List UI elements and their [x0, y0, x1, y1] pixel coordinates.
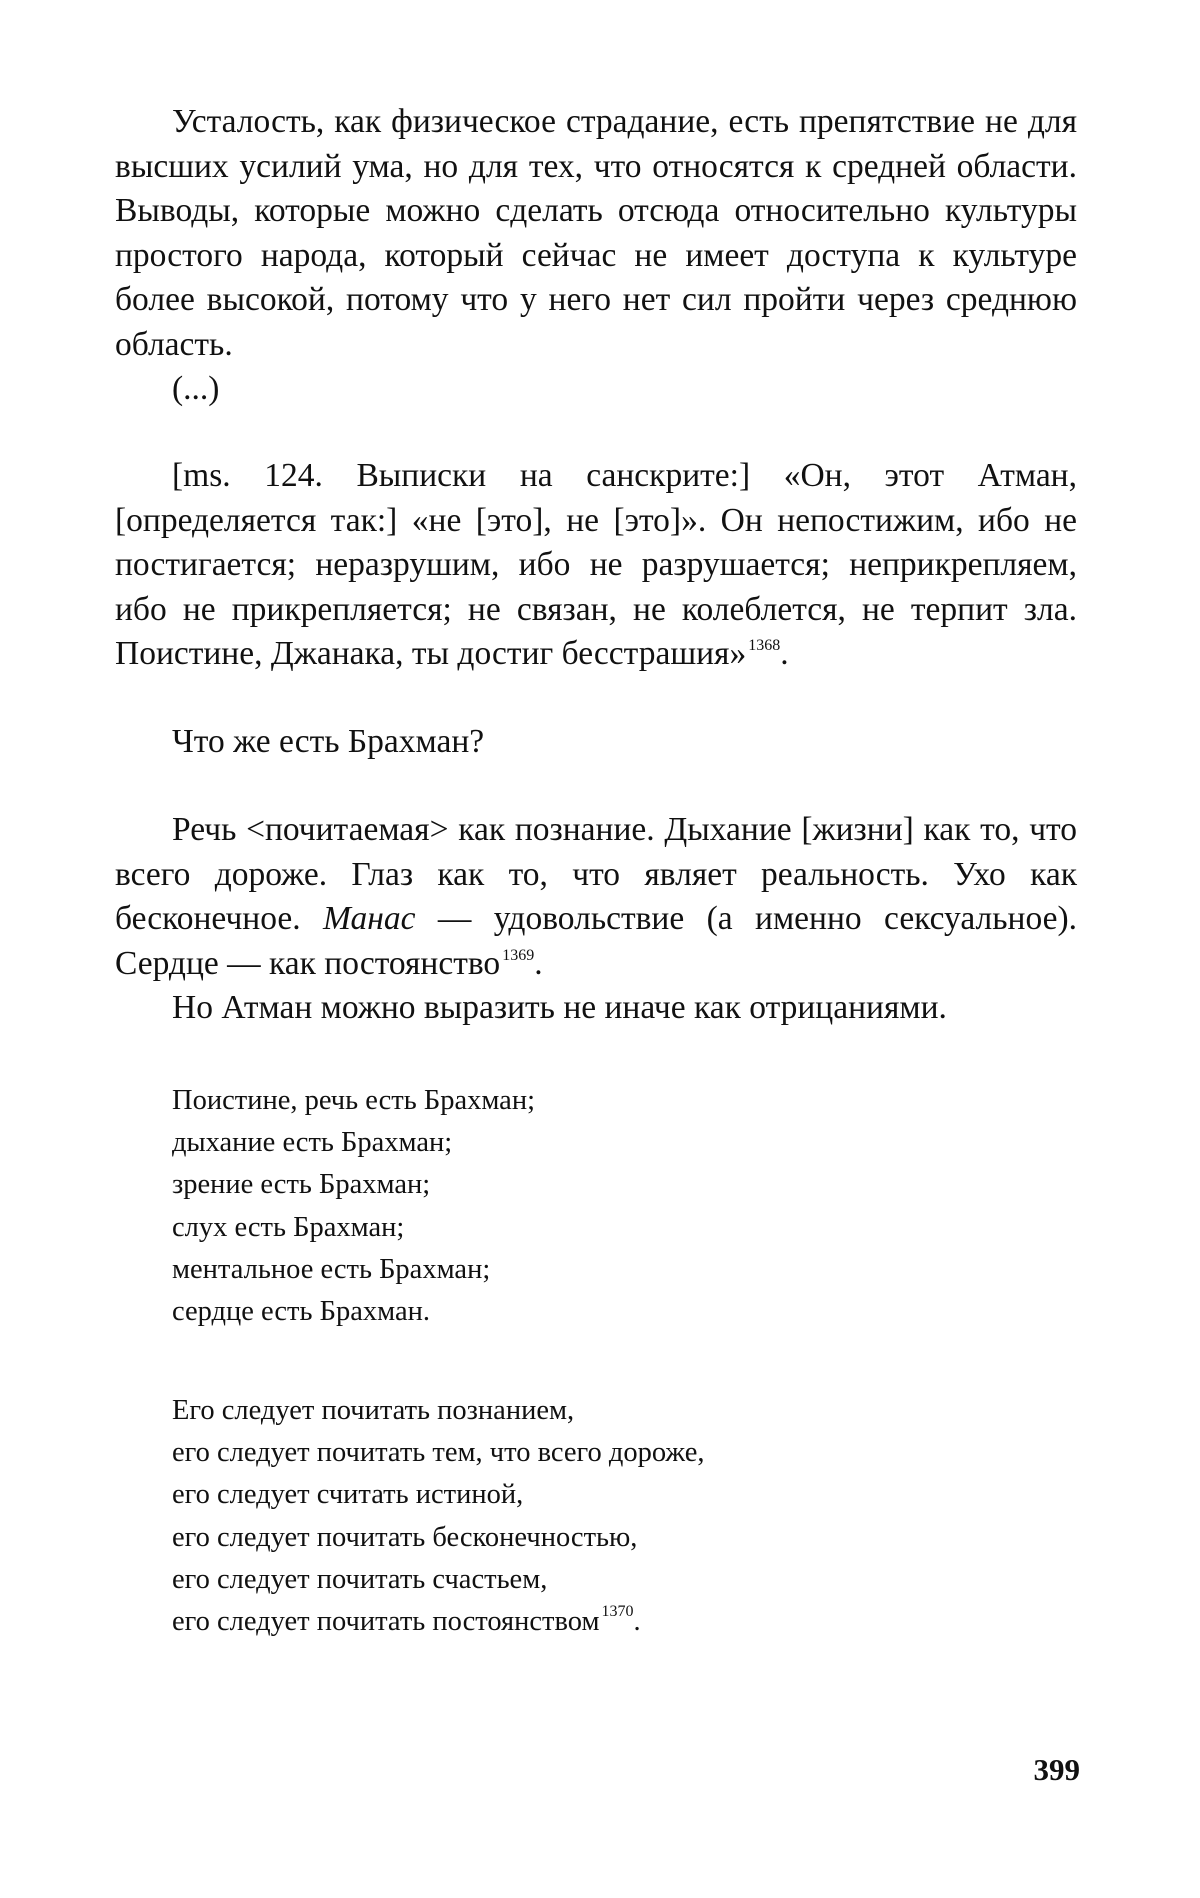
paragraph-speech — [115, 808, 1077, 1031]
manas-term: Манас — [323, 900, 416, 937]
verse-2-line: его следует почитать тем, что всего дороже, — [172, 1437, 705, 1469]
paragraph-2-text: [ms. 124. Выписки на санскрите:] «Он, этот Атман, [определяется так:] «не [это], не [это]». Он непостижим, ибо не постигается; неразрушим, ибо не разрушается; неприкрепляем, ибо не прикрепляется; не связан, не колеблется, не терпит зла. Поистине, Джанака, ты достиг бесстрашия» — [115, 457, 1077, 672]
verse-2-line: его следует почитать счастьем, — [172, 1563, 548, 1595]
verse-1-line: зрение есть Брахман; — [172, 1169, 431, 1201]
paragraph-fatigue — [115, 100, 1077, 412]
verse-1-line: слух есть Брахман; — [172, 1211, 405, 1243]
verse-worship — [172, 1390, 1032, 1643]
verse-brahman — [172, 1080, 1032, 1333]
verse-2-line: его следует считать истиной, — [172, 1479, 524, 1511]
paragraph-atman-quote — [115, 454, 1077, 677]
verse-2-last-line — [172, 1601, 1032, 1643]
footnote-ref-1368: 1368 — [748, 637, 781, 654]
paragraph-3-tail: . — [534, 944, 543, 982]
page-number: 399 — [1033, 1752, 1080, 1787]
verse-2-line: его следует почитать бесконечностью, — [172, 1521, 638, 1553]
paragraph-3-part2: — удовольствие (а именно сексуальное). Сердце — как постоянство — [115, 900, 1078, 982]
paragraph-1-text: Усталость, как физическое страдание, есть препятствие не для высших усилий ума, но для тех, что относятся к средней области. Выводы, которые можно сделать отсюда относительно культуры простого народа, который сейчас не имеет доступа к культуре более высокой, потому что у него нет сил пройти через среднюю область. — [115, 103, 1077, 363]
question-heading — [115, 720, 1077, 765]
ellipsis: (...) — [172, 370, 220, 407]
verse-2-line: Его следует почитать познанием, — [172, 1395, 575, 1426]
verse-1-line: Поистине, речь есть Брахман; — [172, 1085, 535, 1116]
footnote-ref-1370: 1370 — [601, 1603, 634, 1621]
paragraph-2-tail: . — [780, 635, 789, 672]
footnote-ref-1369: 1369 — [502, 946, 535, 964]
paragraph-4: Но Атман можно выразить не иначе как отрицаниями. — [172, 989, 947, 1026]
verse-1-line: ментальное есть Брахман; — [172, 1253, 491, 1285]
verse-2-tail: . — [633, 1606, 641, 1638]
paragraph-3-part1: Речь <почитаемая> как познание. Дыхание [жизни] как то, что всего дороже. Глаз как то, что являет реальность. Ухо как бесконечное. — [115, 811, 1077, 937]
paragraph-2 — [115, 454, 1077, 677]
paragraph-3 — [115, 808, 1077, 986]
question-text: Что же есть Брахман? — [172, 723, 485, 760]
verse-1-line: дыхание есть Брахман; — [172, 1127, 453, 1159]
verse-1-line: сердце есть Брахман. — [172, 1296, 431, 1328]
verse-2-line: его следует почитать постоянством — [172, 1606, 600, 1638]
